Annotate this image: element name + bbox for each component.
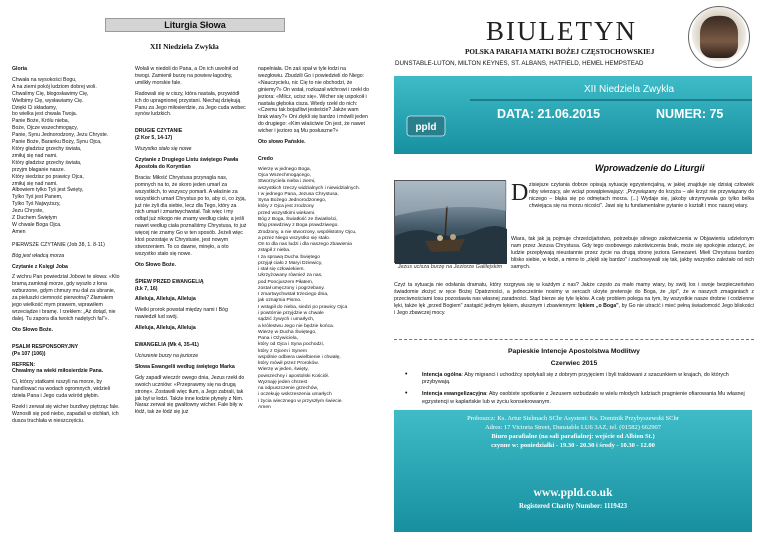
- credo-line: na odpuszczenie grzechów,: [258, 386, 319, 392]
- gloria-line: przyjm błaganie nasze.: [12, 166, 66, 173]
- credo-line: Bóg prawdziwy z Boga prawdziwego.: [258, 223, 339, 229]
- gloria-line: Który gładzisz grzechy świata,: [12, 159, 82, 166]
- footer-hours: czynne w: poniedziałki - 19.30 - 20.30 i środy - 10.30 - 12.00: [491, 442, 655, 449]
- masthead-title: BIULETYN: [486, 16, 637, 46]
- credo-line: Wierzę w Ducha Świętego,: [258, 329, 317, 335]
- credo-line: Ukrzyżowany również za nas,: [258, 273, 323, 279]
- credo-line: i oczekuję wskrzeszenia umarłych: [258, 392, 332, 398]
- footer-website-link[interactable]: www.ppld.co.uk: [533, 487, 613, 499]
- reading2-source: Czytanie z Drugiego Listu świętego Pawła Apostoła do Koryntian: [135, 157, 239, 170]
- credo-text: [258, 167, 370, 411]
- week-label: XII Niedziela Zwykła: [584, 84, 675, 95]
- week-subheading: XII Niedziela Zwykła: [150, 42, 219, 51]
- intention-text: Aby osobiste spotkanie z Jezusem wzbudzało w wielu młodych ludziach pragnienie ofiarowania Mu własnej egzystencji w kapłańskie lub w życiu konsekrowanym.: [422, 391, 745, 405]
- reading2-text: Bracia: Miłość Chrystusa przynagla nas, pomnych na to, że skoro jeden umarł za wszystkich, to wszyscy pomarli. A właśnie za wszystkich umarł Chrystus po to, aby ci, co żyją, już nie żyli dla siebie, lecz dla Tego, który za nich umarł i zmartwychwstał. Tak więc i my odtąd już nikogo nie znamy według ciała; a jeśli nawet według ciała poznaliśmy Chrystusa, to już więcej nie znamy Go w ten sposób. Jeżeli więc ktoś pozostaje w Chrystusie, jest nowym stworzeniem. To co dawne, minęło, a oto wszystko stało się nowe.: [135, 174, 247, 257]
- credo-line: wspólnie odbiera uwielbienie i chwałę,: [258, 354, 341, 360]
- gloria-line: Wielbimy Cię, wysławiamy Cię.: [12, 97, 84, 104]
- credo-line: przyjął ciało z Maryi Dziewicy,: [258, 260, 323, 266]
- issue-number: NUMER: 75: [656, 107, 724, 121]
- gloria-line: Chwalimy Cię, błogosławimy Cię,: [12, 90, 89, 97]
- intentions-list: [405, 372, 754, 411]
- psalm-stanza-2: Rzekł i zerwał się wicher burzliwy piętrząc fale. Wznosili się pod niebo, zapadali w otchłań, ich dusza truchlała w nieszczęściu.: [12, 404, 120, 424]
- credo-line: został umęczony i pogrzebany.: [258, 285, 325, 291]
- credo-line: Bóg z Boga, Światłość ze Światłości,: [258, 217, 338, 222]
- gloria-line: Boże, Ojcze wszechmogący,: [12, 125, 78, 132]
- gloria-line: Jezu Chryste,: [12, 208, 44, 215]
- credo-line: jak oznajmia Pismo.: [258, 298, 302, 304]
- drop-cap: D: [511, 180, 529, 206]
- credo-line: sądzić żywych i umarłych,: [258, 317, 315, 323]
- reading1-end: Oto Słowo Boże.: [12, 326, 53, 333]
- section-divider: [394, 339, 754, 340]
- column-1: [12, 66, 122, 429]
- reading1-title: PIERWSZE CZYTANIE (Job 38, 1. 8-11): [12, 241, 105, 248]
- ppld-logo-text: ppld: [415, 122, 437, 133]
- psalm-stanza-4: Radowali się w ciszy, która nastała, przywiódł ich do upragnionej przystani. Niechaj dziękują Panu za Jego miłosierdzie, za Jego cuda wobec synów ludzkich.: [135, 90, 246, 118]
- alleluia-2: Alleluja, Alleluja, Alleluja: [135, 325, 196, 332]
- intention-item: • Intencja ewangelizacyjna: Aby osobiste spotkanie z Jezusem wzbudzało w wielu młodych ludziach pragnienie ofiarowania Mu własnej egzystencji w kapłańskie lub w życiu konsekrowanym.: [405, 391, 754, 405]
- gospel-motto: Uciszenie burzy na jeziorze: [135, 353, 199, 359]
- credo-line: powszechny i apostolski Kościół.: [258, 373, 329, 379]
- footer-office: Biuro parafialne (na sali parafialnej: wejście od Albion St.): [491, 433, 655, 440]
- reading1-motto: Bóg jest władcą morza: [12, 252, 65, 259]
- credo-line: pod Poncjuszem Piłatem,: [258, 279, 314, 285]
- issue-date: DATA: 21.06.2015: [497, 107, 601, 121]
- intro-paragraph-3-a: Czyż ta sytuacja nie odsłania dramatu, który rozgrywa się w każdym z nas? Jakże często za mało mamy wiary, by swój los i swoje bezpieczeństwo świadomie złożyć w ręce Bożej Opatrzności, a jednocześnie nosimy w sercach ukryte pretensje do Boga, że „śpi", że w naszych zmaganiach z przeciwnościami losu pozostawia nas własnej zaradności. Stąd bierze się tyle lęków. A cały problem polega na tym, by wszystkie nasze drobne i codzienne lęki, także lęk „przed Bogiem" zastąpić jednym lękiem, słusznym i zbawiennym:: [394, 282, 754, 309]
- photo-caption: Jezus ucisza burzę na Jeziorze Galilejskim: [397, 264, 503, 270]
- reading2-end: Oto Słowo Boże.: [135, 261, 176, 268]
- gloria-line: Który gładzisz grzechy świata,: [12, 145, 82, 152]
- intention-label: Intencja ogólna: [422, 372, 462, 378]
- credo-line: i życia wiecznego w przyszłym świecie.: [258, 398, 343, 404]
- psalm-title: PSALM RESPONSORYJNY (Ps 107 (106)): [12, 343, 79, 357]
- gloria-line: Panie Boże, Królu nieba,: [12, 118, 70, 125]
- credo-line: a przez Niego wszystko się stało.: [258, 235, 331, 241]
- papal-intentions-title: Papieskie Intencje Apostolstwa Modlitwy: [508, 348, 640, 355]
- credo-line: Pana i Ożywiciela,: [258, 336, 298, 342]
- reading2-motto: Wszystko stało się nowe: [135, 146, 192, 153]
- intention-text: Aby migranci i uchodźcy spotykali się z dobrym przyjęciem i byli traktowani z szacunkiem w krajach, do których przybywają.: [422, 372, 729, 386]
- credo-title: Credo: [258, 155, 273, 162]
- header-bar-line: [470, 99, 752, 101]
- intro-paragraph-3-emphasis: lękiem „o Boga": [578, 302, 619, 309]
- credo-line: Wierzę w jednego Boga,: [258, 166, 312, 172]
- footer-box: [394, 410, 752, 532]
- credo-line: który z Ojca jest zrodzony: [258, 204, 314, 210]
- gloria-line: zmiłuj się nad nami.: [12, 152, 58, 159]
- introduction-title: Wprowadzenie do Liturgii: [595, 163, 705, 173]
- credo-line: który od Ojca i Syna pochodzi,: [258, 342, 325, 348]
- credo-line: który mówił przez Proroków.: [258, 361, 319, 367]
- gloria-line: Tylko Tyś Najwyższy,: [12, 201, 61, 208]
- ppld-logo-icon: [405, 112, 447, 140]
- credo-line: Stworzyciela nieba i ziemi,: [258, 179, 316, 185]
- credo-line: wszystkich rzeczy widzialnych i niewidzialnych.: [258, 185, 360, 191]
- credo-line: Zrodzony, a nie stworzony, współistotny Ojcu,: [258, 229, 357, 235]
- gloria-line: bo wielka jest chwała Twoja.: [12, 111, 78, 118]
- gloria-line: Tylko Tyś jest Panem,: [12, 194, 63, 201]
- gospel-end: Oto słowo Pańskie.: [258, 139, 306, 146]
- gloria-line: Amen: [12, 228, 26, 235]
- intro-paragraph-2: Wiara, tak jak ją pojmuje chrześcijaństwo, potrzebuje silnego zakotwiczenia w Objawieniu udzielonym nam przez Jezusa Chrystusa. Gdy tego osobowego zakotwiczenia brak, może się spokojnie zdarzyć, że ludzie przepływają nieustannie przez życie na drugą stronę jeziora Genezaret. Mieli Chrystusa bardzo blisko siebie, w łodzi, a mimo to „zlękli się bardzo" i zachowywali się tak, jakby wszystko zależało od nich samych.: [511, 236, 754, 270]
- gospel-source: Słowa Ewangelii według świętego Marka: [135, 363, 235, 370]
- credo-line: zstąpił z nieba.: [258, 248, 291, 254]
- intro-paragraph-3-c: , by Go nie utracić i mieć pełną świadomość Jego bliskości i Jego zbawczej mocy.: [394, 302, 754, 316]
- psalm-stanza-3: Wołali w niedoli do Pana, a On ich uwolnił od trwogi. Zamienił burzę na powiew łagodny, umilkły morskie fale.: [135, 66, 239, 86]
- footer-clergy: Proboszcz: Ks. Artur Stelmach SChr Asystent: Ks. Dominik Przybyszewski SChr: [467, 415, 679, 422]
- reading2-title: DRUGIE CZYTANIE (2 Kor 5, 14-17): [135, 128, 183, 142]
- intro-paragraph-3: [394, 282, 754, 317]
- reading1-source: Czytanie z Księgi Joba: [12, 263, 68, 270]
- credo-line: I za sprawą Ducha Świętego: [258, 254, 320, 260]
- gloria-line: Chwała na wysokości Bogu,: [12, 76, 77, 83]
- reading1-text: Z wichru Pan powiedział Jobowi te słowa: «Kto bramą zamknął morze, gdy wyszło z łona wzburzone, gdym chmury mu dał za ubranie, za pieluszki ciemność pierwotną? Złamałem jego wielkość mym prawem, wprawiłem wrzeciądze i bramę. I rzekłem: „Aż dotąd, nie dalej. Tu zapora dla twoich nadętych fal"».: [12, 274, 120, 322]
- credo-line: i stał się człowiekiem.: [258, 267, 305, 273]
- psalm-stanza-1: Ci, którzy statkami ruszyli na morze, by handlować na wodach ogromnych, widzieli dzieła Pana i Jego cuda wśród głębin.: [12, 379, 111, 400]
- gospel-text-cont: napełniała. On zaś spał w tyle łodzi na wezgłowiu. Zbudzili Go i powiedzieli do Niego: «Nauczycielu, nic Cię to nie obchodzi, że giniemy?» On wstał, rozkazał wichrowi i rzekł do jeziora: «Milcz, ucisz się». Wicher się uspokoił i nastała głęboka cisza. Wtedy rzekł do nich: «Czemu tak bojaźliwi jesteście? Jakże wam brak wiary?» Oni zlękli się bardzo i mówili jeden do drugiego: «Kim właściwie On jest, że nawet wicher i jezioro są Mu posłuszne?»: [258, 66, 369, 135]
- papal-intentions-month: Czerwiec 2015: [550, 360, 598, 367]
- parish-name: POLSKA PARAFIA MATKI BOŻEJ CZĘSTOCHOWSKIEJ: [465, 48, 655, 56]
- column-3: [258, 66, 370, 411]
- intention-item: • Intencja ogólna: Aby migranci i uchodźcy spotykali się z dobrym przyjęciem i byli traktowani z szacunkiem w krajach, do których przybywają.: [405, 372, 754, 386]
- gloria-line: Panie, Synu Jednorodzony, Jezu Chryste.: [12, 132, 109, 139]
- gospel-title: EWANGELIA (Mk 4, 35-41): [135, 342, 199, 349]
- psalm-refrain: REFREN: Chwalmy na wieki miłosierdzie Pana.: [12, 361, 104, 375]
- credo-line: Wierzę w jeden, święty,: [258, 367, 309, 373]
- gospel-text: Gdy zapadł wieczór owego dnia, Jezus rzekł do swoich uczniów: «Przeprawmy się na drugą stronę». Zostawili więc tłum, a Jego zabrali, tak jak był w łodzi. Także inne łodzie płynęły z Nim. Naraz zerwał się gwałtowny wicher. Fale biły w łódź, tak że łódź się już: [135, 374, 245, 416]
- column-2: [135, 66, 247, 420]
- credo-line: Syna Bożego Jednorodzonego,: [258, 198, 327, 204]
- gloria-text: [12, 77, 122, 236]
- gloria-title: Gloria: [12, 66, 27, 72]
- parish-places: DUNSTABLE-LUTON, MILTON KEYNES, ST. ALBANS, HATFIELD, HEMEL HEMPSTEAD: [395, 60, 644, 67]
- intention-label: Intencja ewangelizacyjna: [422, 391, 487, 398]
- gospel-song-title: ŚPIEW PRZED EWANGELIĄ (Łk 7, 16): [135, 278, 204, 292]
- liturgy-banner: Liturgia Słowa: [105, 18, 285, 32]
- credo-line: Amen: [258, 404, 271, 410]
- alleluia-1: Alleluja, Alleluja, Alleluja: [135, 296, 196, 303]
- intro-paragraph-1: zisiejsze czytania dobrze opisują sytuację egzystencjalną, w jakiej znajduje się dzisiaj człowiek niby wierzący, ale wciąż powątpiewający: „Przywiązany do krzyża – ale krzyż nie przywiązany do niczego – błąka się po odmętach morza. (...) Wydaje się, jakoby utrzymywała go tylko belka chwiejąca się na morzu nicości". Jawi się tu fundamentalne pytanie o kształt i moc naszej wiary.: [529, 182, 754, 209]
- credo-line: Wyznaję jeden chrzest: [258, 379, 308, 385]
- credo-line: On to dla nas ludzi i dla naszego zbawienia: [258, 242, 352, 248]
- gloria-line: Albowiem tylko Tyś jest Święty,: [12, 187, 84, 194]
- gloria-line: Z Duchem Świętym: [12, 215, 57, 222]
- footer-charity-number: Registered Charity Number: 1119423: [518, 503, 628, 510]
- credo-line: Ojca Wszechmogącego,: [258, 173, 312, 179]
- gloria-line: W chwale Boga Ojca.: [12, 221, 62, 228]
- gospel-song-text: Wielki prorok powstał między nami i Bóg nawiedził lud swój.: [135, 307, 228, 321]
- credo-line: I wstąpił do nieba, siedzi po prawicy Ojca: [258, 304, 348, 310]
- credo-line: I w jednego Pana, Jezusa Chrystusa,: [258, 191, 339, 197]
- credo-line: a królestwu Jego nie będzie końca.: [258, 323, 335, 329]
- madonna-portrait-icon: [700, 16, 738, 58]
- credo-line: I zmartwychwstał trzeciego dnia,: [258, 292, 329, 298]
- storm-painting-image: [394, 180, 506, 263]
- credo-line: przed wszystkimi wiekami.: [258, 210, 316, 216]
- gloria-line: Dzięki Ci składamy,: [12, 104, 57, 111]
- footer-address: Adres: 17 Victoria Street, Dunstable LU6 3AZ, tel. (01582) 662907: [484, 424, 662, 431]
- gloria-line: zmiłuj się nad nami.: [12, 180, 58, 187]
- credo-line: który z Ojcem i Synem: [258, 348, 307, 354]
- credo-line: i powtórnie przyjdzie w chwale: [258, 310, 324, 316]
- gloria-line: A na ziemi pokój ludziom dobrej woli.: [12, 83, 97, 90]
- gloria-line: Który siedzisz po prawicy Ojca,: [12, 173, 84, 180]
- gloria-line: Panie Boże, Baranku Boży, Synu Ojca,: [12, 139, 102, 146]
